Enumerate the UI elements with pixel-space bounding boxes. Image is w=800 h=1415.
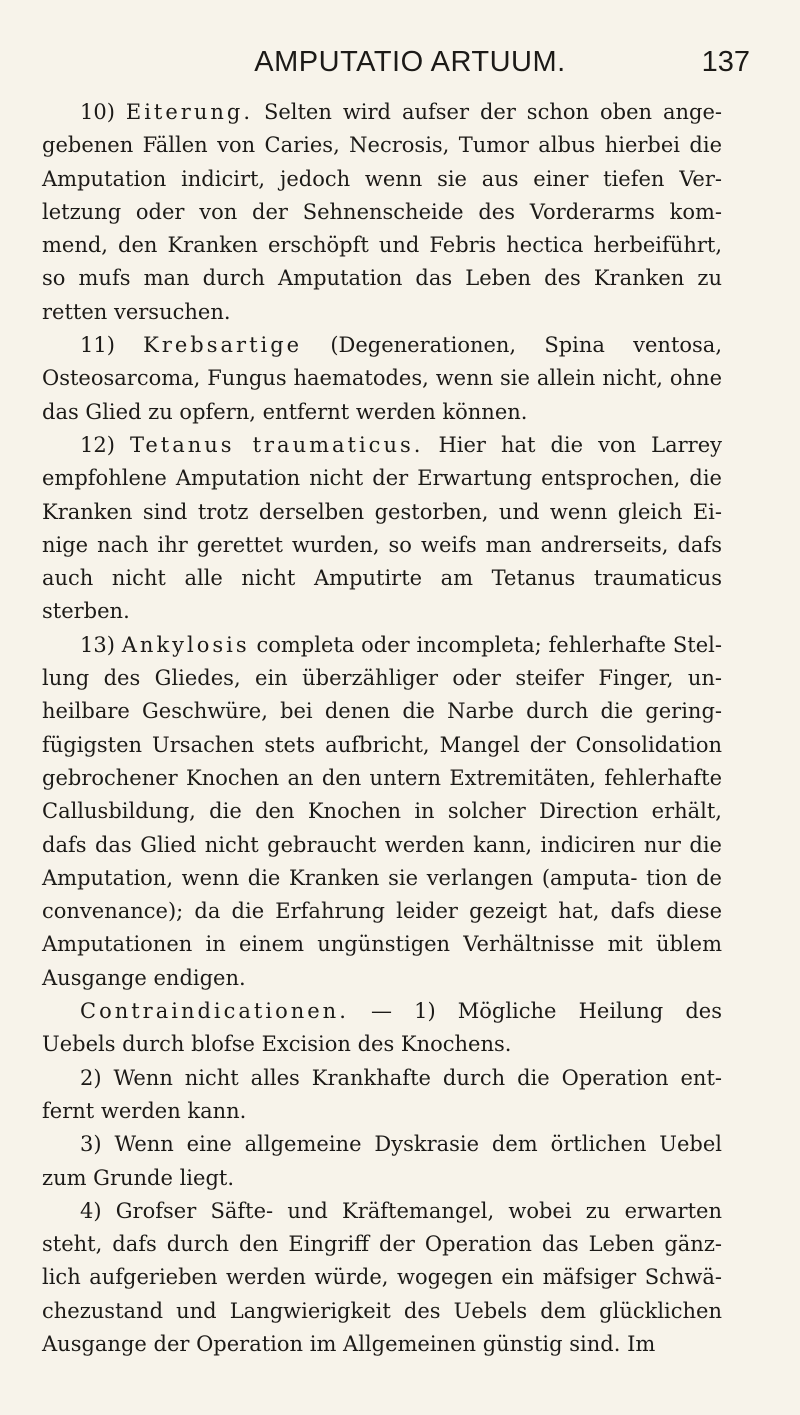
running-title: AMPUTATIO ARTUUM. [254, 46, 566, 78]
paragraph-text: Grofser Säfte- und Kräftemangel, wobei zu erwarten steht, dafs durch den Eingriff der Operation das Leben gänz- lich aufgerieben werden würde, wogegen ein mäfsiger Schwä- chezustand und Langwierigkeit des Uebels dem glücklichen Ausgange der Operation im Allgemeinen günstig sind. Im [42, 1198, 722, 1356]
paragraph-contra-2 [42, 1062, 722, 1129]
paragraph-text: Wenn eine allgemeine Dyskrasie dem örtlichen Uebel zum Grunde liegt. [42, 1132, 722, 1190]
page-header [70, 42, 750, 82]
item-term: Contraindicationen. [80, 999, 349, 1024]
body-text [42, 96, 722, 1361]
item-number: 2) [80, 1065, 102, 1090]
paragraph-text: Hier hat die von Larrey empfohlene Amputation nicht der Erwartung entsprochen, die Kranken sind trotz derselben gestorben, und wenn gleich Ei- nige nach ihr gerettet wurden, so weifs man andrerseits, dafs auch nicht alle nicht Amputirte am Tetanus traumaticus sterben. [42, 432, 722, 624]
paragraph-contra-4 [42, 1195, 722, 1361]
page-number: 137 [701, 46, 750, 78]
paragraph-tetanus [42, 429, 722, 629]
paragraph-contra-3 [42, 1128, 722, 1195]
paragraph-text: — 1) Mögliche Heilung des Uebels durch blofse Excision des Knochens. [42, 999, 722, 1057]
item-term: Tetanus traumaticus. [129, 432, 424, 457]
paragraph-eiterung [42, 96, 722, 329]
paragraph-text: completa oder incompleta; fehlerhafte Stel- lung des Gliedes, ein überzähliger oder steifer Finger, un- heilbare Geschwüre, bei denen die Narbe durch die gering- fügigsten Ursachen stets aufbricht, Mangel der Consolidation gebrochener Knochen an den untern Extremitäten, fehlerhafte Callusbildung, die den Knochen in solcher Direction erhält, dafs das Glied nicht gebraucht werden kann, indiciren nur die Amputation, wenn die Kranken sie verlangen (amputa- tion de convenance); da die Erfahrung leider gezeigt hat, dafs diese Amputationen in einem ungünstigen Verhältnisse mit üblem Ausgange endigen. [42, 632, 722, 990]
item-number: 13) [80, 632, 115, 657]
paragraph-ankylosis [42, 629, 722, 995]
item-number: 12) [80, 432, 115, 457]
item-term: Krebsartige [143, 333, 303, 358]
paragraph-text: Wenn nicht alles Krankhafte durch die Operation ent- fernt werden kann. [42, 1065, 722, 1123]
item-number: 10) [80, 100, 115, 124]
item-term: Eiterung. [125, 100, 253, 124]
paragraph-text: Selten wird aufser der schon oben ange- gebenen Fällen von Caries, Necrosis, Tumor albus hierbei die Amputation indicirt, jedoch wenn sie aus einer tiefen Ver- letzung oder von der Sehnenscheide des Vorderarms kom- mend, den Kranken erschöpft und Febris hectica herbeiführt, so mufs man durch Amputation das Leben des Kranken zu retten versuchen. [42, 100, 722, 324]
item-number: 4) [80, 1198, 102, 1223]
item-number: 11) [80, 333, 115, 358]
paragraph-krebsartige [42, 329, 722, 429]
paragraph-text: (Degenerationen, Spina ventosa, Osteosarcoma, Fungus haematodes, wenn sie allein nicht, ohne das Glied zu opfern, entfernt werden können. [42, 333, 722, 424]
item-number: 3) [80, 1132, 102, 1157]
paragraph-contraindicationen [42, 995, 722, 1062]
item-term: Ankylosis [121, 632, 250, 657]
